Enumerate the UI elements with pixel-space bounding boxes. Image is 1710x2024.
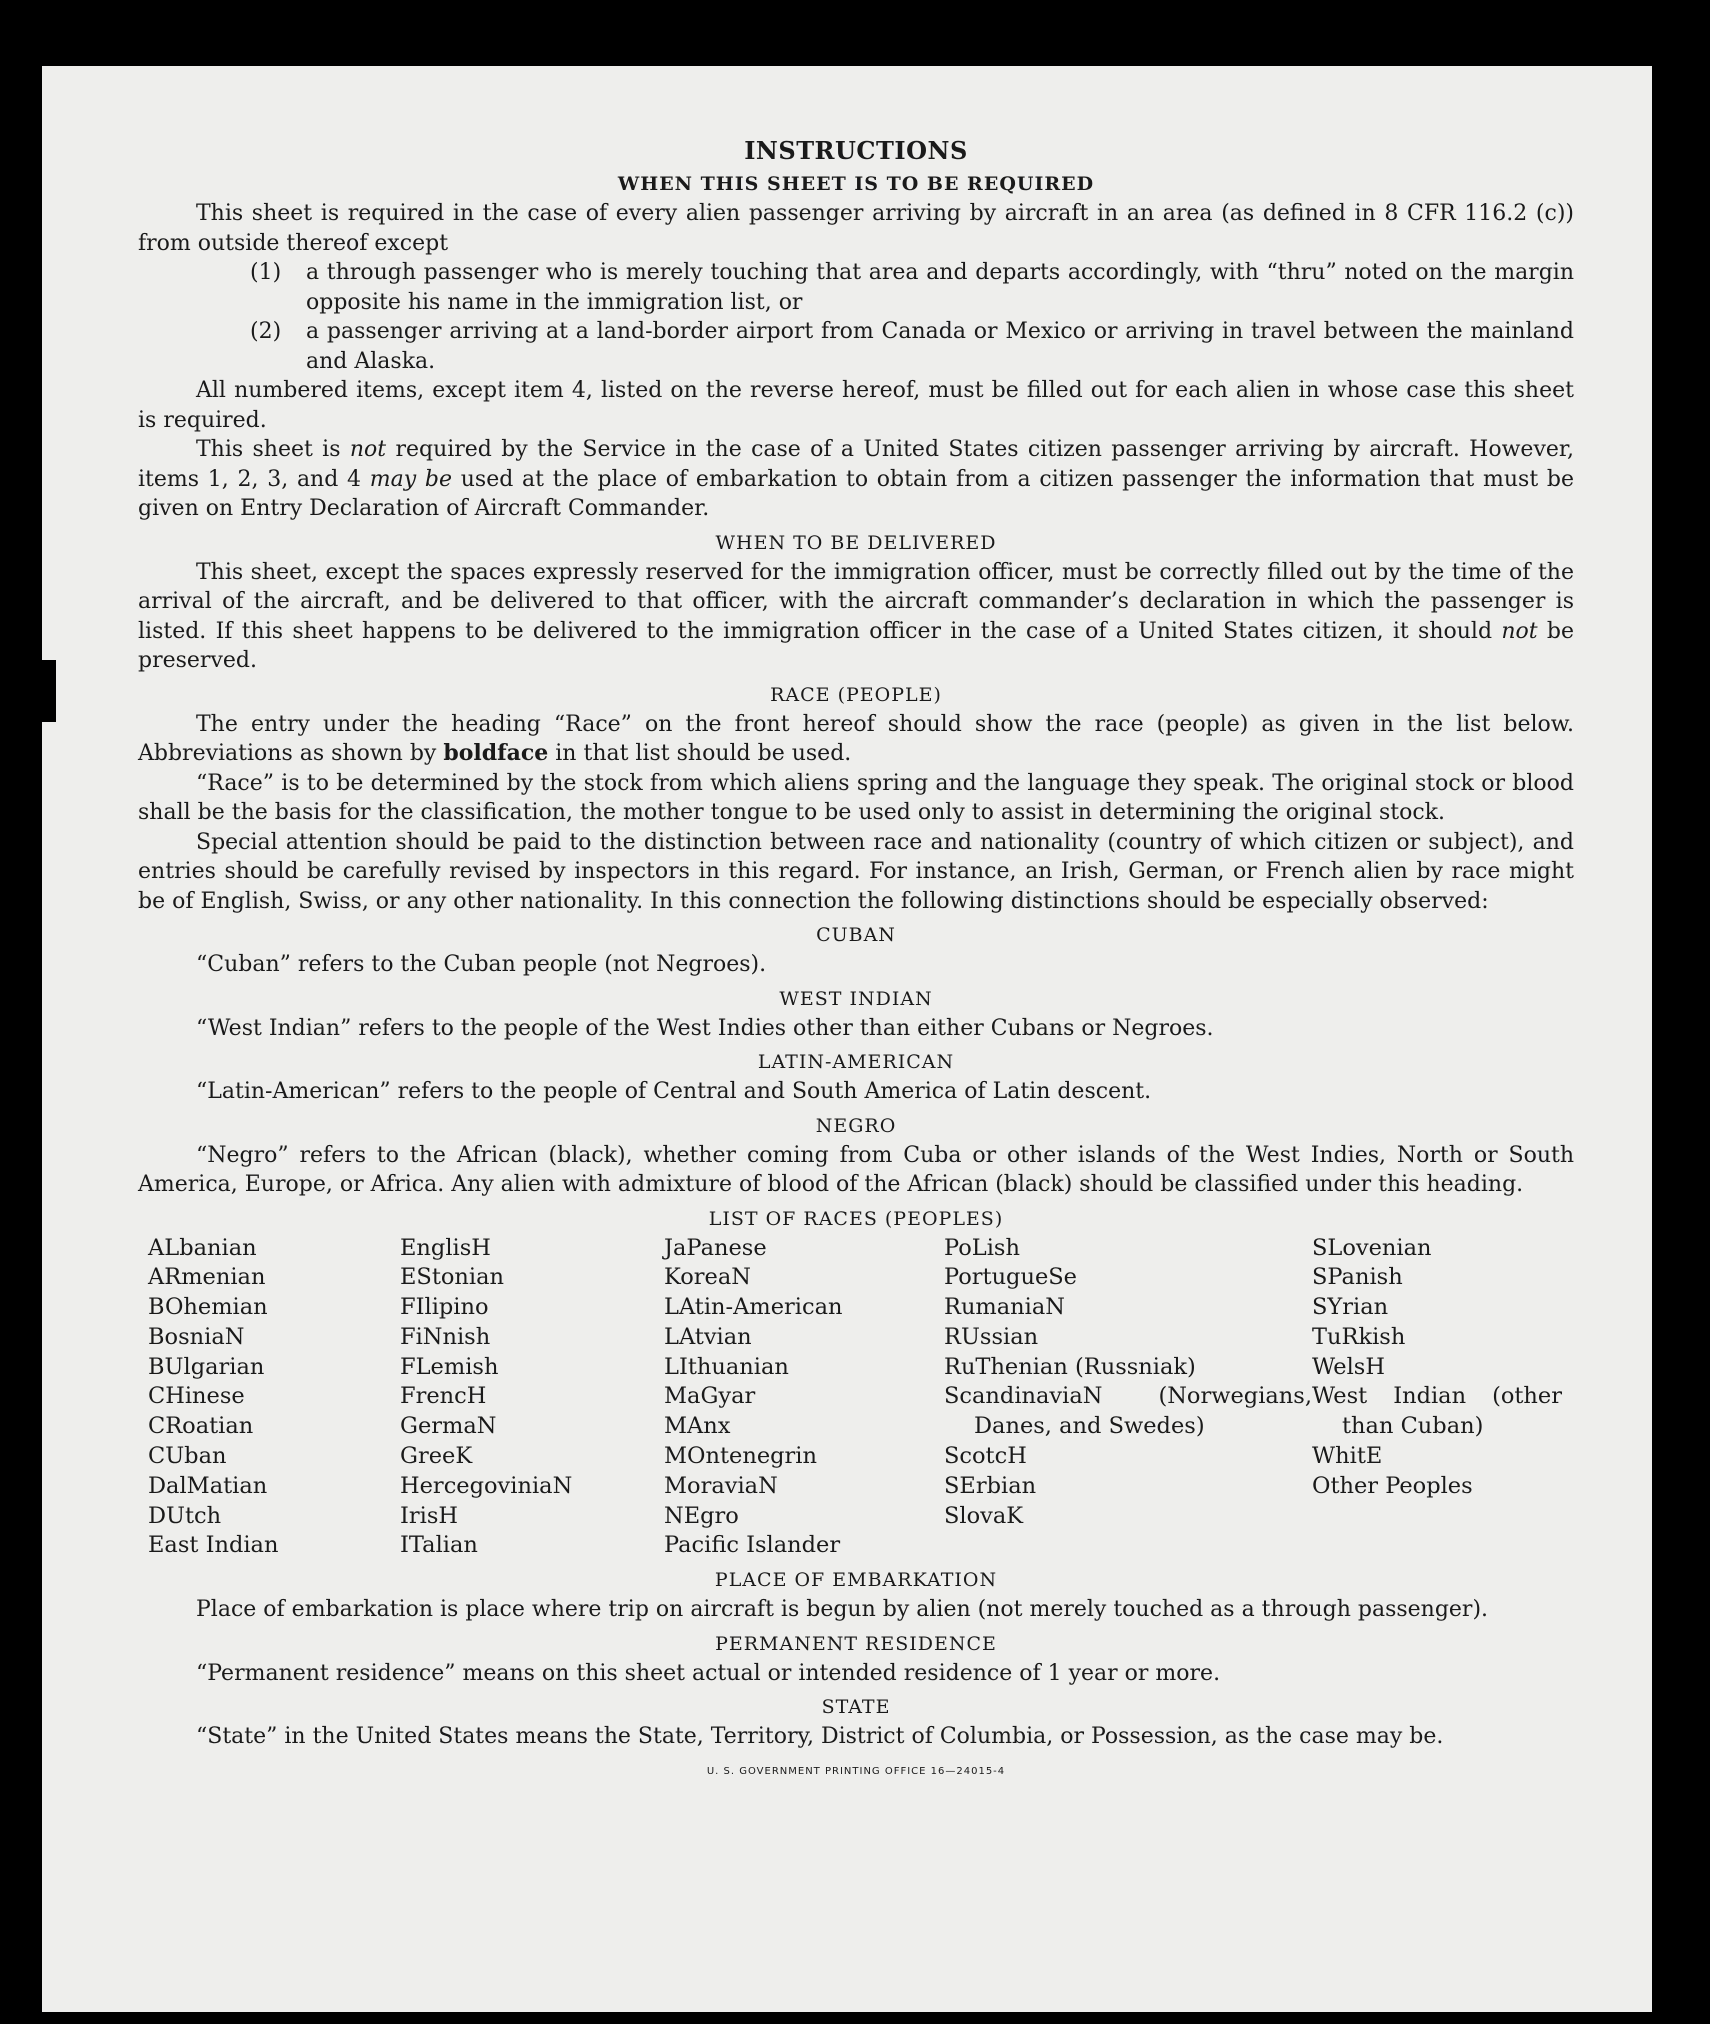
- race-entry: ITalian: [400, 1532, 478, 1559]
- exception-text: a through passenger who is merely touching that area and departs accordingly, with “thru” noted on the margin opposite his name in the immigration list, or: [306, 260, 1574, 315]
- exception-number: (2): [250, 319, 282, 344]
- page-edge-notch: [42, 660, 56, 722]
- race-entry: SYrian: [1312, 1294, 1389, 1321]
- latin-american-heading: LATIN-AMERICAN: [757, 1051, 955, 1073]
- race-entry: EnglisH: [400, 1234, 491, 1261]
- exceptions-list: [250, 258, 1574, 376]
- race-entry: PortugueSe: [944, 1264, 1078, 1291]
- race-entry: EStonian: [400, 1264, 505, 1291]
- race-entry: SErbian: [944, 1472, 1037, 1499]
- race-entry: GermaN: [400, 1413, 497, 1440]
- race-entry: Pacific Islander: [664, 1532, 841, 1559]
- race-column: [1312, 1234, 1562, 1562]
- race-entry: CRoatian: [148, 1413, 254, 1440]
- exception-item: [250, 317, 1574, 376]
- items-paragraph: All numbered items, except item 4, listed on the reverse hereof, must be filled out for each alien in whose case this sheet is required.: [138, 378, 1574, 433]
- race-entry: NEgro: [664, 1502, 739, 1529]
- race-entry: DUtch: [148, 1502, 222, 1529]
- emphasis-not: not: [349, 437, 387, 462]
- race-paragraph-2: “Race” is to be determined by the stock from which aliens spring and the language they speak. The original stock or blood shall be the basis for the classification, the mother tongue to be used only to assist in determining the original stock.: [138, 770, 1574, 825]
- race-entry: CHinese: [148, 1383, 245, 1410]
- text-run: required by the Service in the case of a United States citizen passenger arriving by aircraft. However, items 1, 2, 3, and 4: [138, 437, 1574, 492]
- race-column: [944, 1234, 1312, 1562]
- race-entry: CUban: [148, 1443, 227, 1470]
- exception-number: (1): [250, 260, 282, 285]
- race-entry: RuThenian (Russniak): [944, 1353, 1196, 1380]
- race-entry: SLovenian: [1312, 1234, 1432, 1261]
- race-entry: MAnx: [664, 1413, 731, 1440]
- west-indian-heading: WEST INDIAN: [779, 987, 933, 1010]
- race-entry: LAtin-American: [664, 1294, 843, 1321]
- negro-heading: NEGRO: [815, 1114, 897, 1137]
- race-entry: West Indian (other than Cuban): [1312, 1383, 1562, 1440]
- race-entry: BOhemian: [148, 1294, 268, 1321]
- when-required-intro: This sheet is required in the case of every alien passenger arriving by aircraft in an area (as defined in 8 CFR 116.2 (c)) from outside thereof except: [138, 201, 1574, 256]
- race-column: [664, 1234, 944, 1562]
- race-column: [148, 1234, 400, 1562]
- race-entry: MoraviaN: [664, 1472, 778, 1499]
- emphasis-may-be: may be: [369, 466, 453, 492]
- race-entry: MaGyar: [664, 1383, 756, 1410]
- exception-item: [250, 258, 1574, 317]
- exception-text: a passenger arriving at a land-border airport from Canada or Mexico or arriving in travel between the mainland and Alaska.: [306, 319, 1574, 374]
- race-entry: PoLish: [944, 1234, 1020, 1261]
- race-entry: WelsH: [1312, 1353, 1385, 1380]
- race-entry: KoreaN: [664, 1264, 751, 1291]
- when-delivered-heading: WHEN TO BE DELIVERED: [715, 531, 997, 554]
- west-indian-text: “West Indian” refers to the people of the West Indies other than either Cubans or Negroes.: [196, 1015, 1214, 1041]
- race-entry: DalMatian: [148, 1472, 268, 1499]
- race-entry: LAtvian: [664, 1323, 752, 1350]
- race-entry: ARmenian: [148, 1264, 266, 1291]
- race-paragraph-3: Special attention should be paid to the distinction between race and nationality (country of which citizen or subject), and entries should be carefully revised by inspectors in this regard. For instance, an Irish, German, or French alien by race might be of English, Swiss, or any other nationality. In this connection the following distinctions should be especially observed:: [138, 829, 1574, 914]
- race-entry: RumaniaN: [944, 1294, 1065, 1321]
- race-entry: WhitE: [1312, 1443, 1383, 1470]
- list-of-races: [148, 1234, 1574, 1562]
- embarkation-text: Place of embarkation is place where trip on aircraft is begun by alien (not merely touched as a through passenger).: [196, 1597, 1489, 1623]
- race-heading: RACE (PEOPLE): [770, 683, 942, 706]
- race-entry: Other Peoples: [1312, 1472, 1473, 1499]
- state-heading: STATE: [821, 1696, 891, 1719]
- text-run: The entry under the heading “Race” on the front hereof should show the race (people) as given in the list below. Abbreviations as shown by: [138, 711, 1574, 766]
- race-column: [400, 1234, 664, 1562]
- race-entry: GreeK: [400, 1443, 473, 1470]
- race-entry: FIlipino: [400, 1294, 489, 1321]
- state-text: “State” in the United States means the State, Territory, District of Columbia, or Possession, as the case may be.: [196, 1724, 1444, 1750]
- when-delivered-paragraph: [138, 558, 1574, 676]
- race-entry: ScandinaviaN (Norwegians, Danes, and Swedes): [944, 1383, 1312, 1440]
- race-entry: FLemish: [400, 1353, 499, 1380]
- text-run: This sheet, except the spaces expressly reserved for the immigration officer, must be correctly filled out by the time of the arrival of the aircraft, and be delivered to that officer, with the aircraft commander’s declaration in which the passenger is listed. If this sheet happens to be delivered to the immigration officer in the case of a United States citizen, it should: [138, 559, 1574, 644]
- latin-american-text: “Latin-American” refers to the people of Central and South America of Latin descent.: [196, 1079, 1152, 1104]
- race-entry: East Indian: [148, 1532, 279, 1559]
- race-entry: ScotcH: [944, 1443, 1027, 1470]
- race-entry: ALbanian: [148, 1234, 257, 1261]
- when-required-heading: WHEN THIS SHEET IS TO BE REQUIRED: [617, 173, 1095, 195]
- text-run: be preserved.: [138, 618, 1574, 673]
- list-of-races-heading: LIST OF RACES (PEOPLES): [708, 1207, 1004, 1230]
- printing-office-footer: U. S. GOVERNMENT PRINTING OFFICE 16—24015-4: [706, 1765, 1006, 1777]
- text-run: in that list should be used.: [548, 741, 852, 766]
- race-paragraph-1: [138, 710, 1574, 769]
- race-entry: FiNnish: [400, 1323, 491, 1350]
- instruction-sheet: [42, 66, 1652, 2012]
- embarkation-heading: PLACE OF EMBARKATION: [714, 1569, 998, 1592]
- emphasis-boldface: boldface: [443, 740, 549, 766]
- residence-heading: PERMANENT RESIDENCE: [715, 1632, 997, 1655]
- text-run: This sheet is: [196, 437, 350, 462]
- race-entry: RUssian: [944, 1323, 1039, 1350]
- race-entry: MOntenegrin: [664, 1443, 817, 1470]
- emphasis-not: not: [1501, 618, 1538, 644]
- race-entry: BosniaN: [148, 1323, 245, 1350]
- residence-text: “Permanent residence” means on this sheet actual or intended residence of 1 year or more.: [196, 1660, 1221, 1686]
- cuban-text: “Cuban” refers to the Cuban people (not Negroes).: [196, 952, 767, 977]
- text-run: used at the place of embarkation to obtain from a citizen passenger the information that must be given on Entry Declaration of Aircraft Commander.: [138, 466, 1574, 521]
- race-entry: SlovaK: [944, 1502, 1024, 1529]
- race-entry: IrisH: [400, 1502, 459, 1529]
- race-entry: FrencH: [400, 1383, 487, 1410]
- race-entry: BUlgarian: [148, 1353, 265, 1380]
- cuban-heading: CUBAN: [816, 924, 896, 946]
- citizen-paragraph: [138, 435, 1574, 524]
- race-entry: JaPanese: [664, 1234, 767, 1261]
- race-entry: TuRkish: [1312, 1323, 1406, 1350]
- race-entry: LIthuanian: [664, 1353, 789, 1380]
- race-entry: SPanish: [1312, 1264, 1403, 1291]
- race-entry: HercegoviniaN: [400, 1472, 573, 1499]
- negro-text: “Negro” refers to the African (black), whether coming from Cuba or other islands of the West Indies, North or South America, Europe, or Africa. Any alien with admixture of blood of the African (black) should be classified under this heading.: [138, 1142, 1574, 1197]
- page-title: INSTRUCTIONS: [744, 136, 968, 165]
